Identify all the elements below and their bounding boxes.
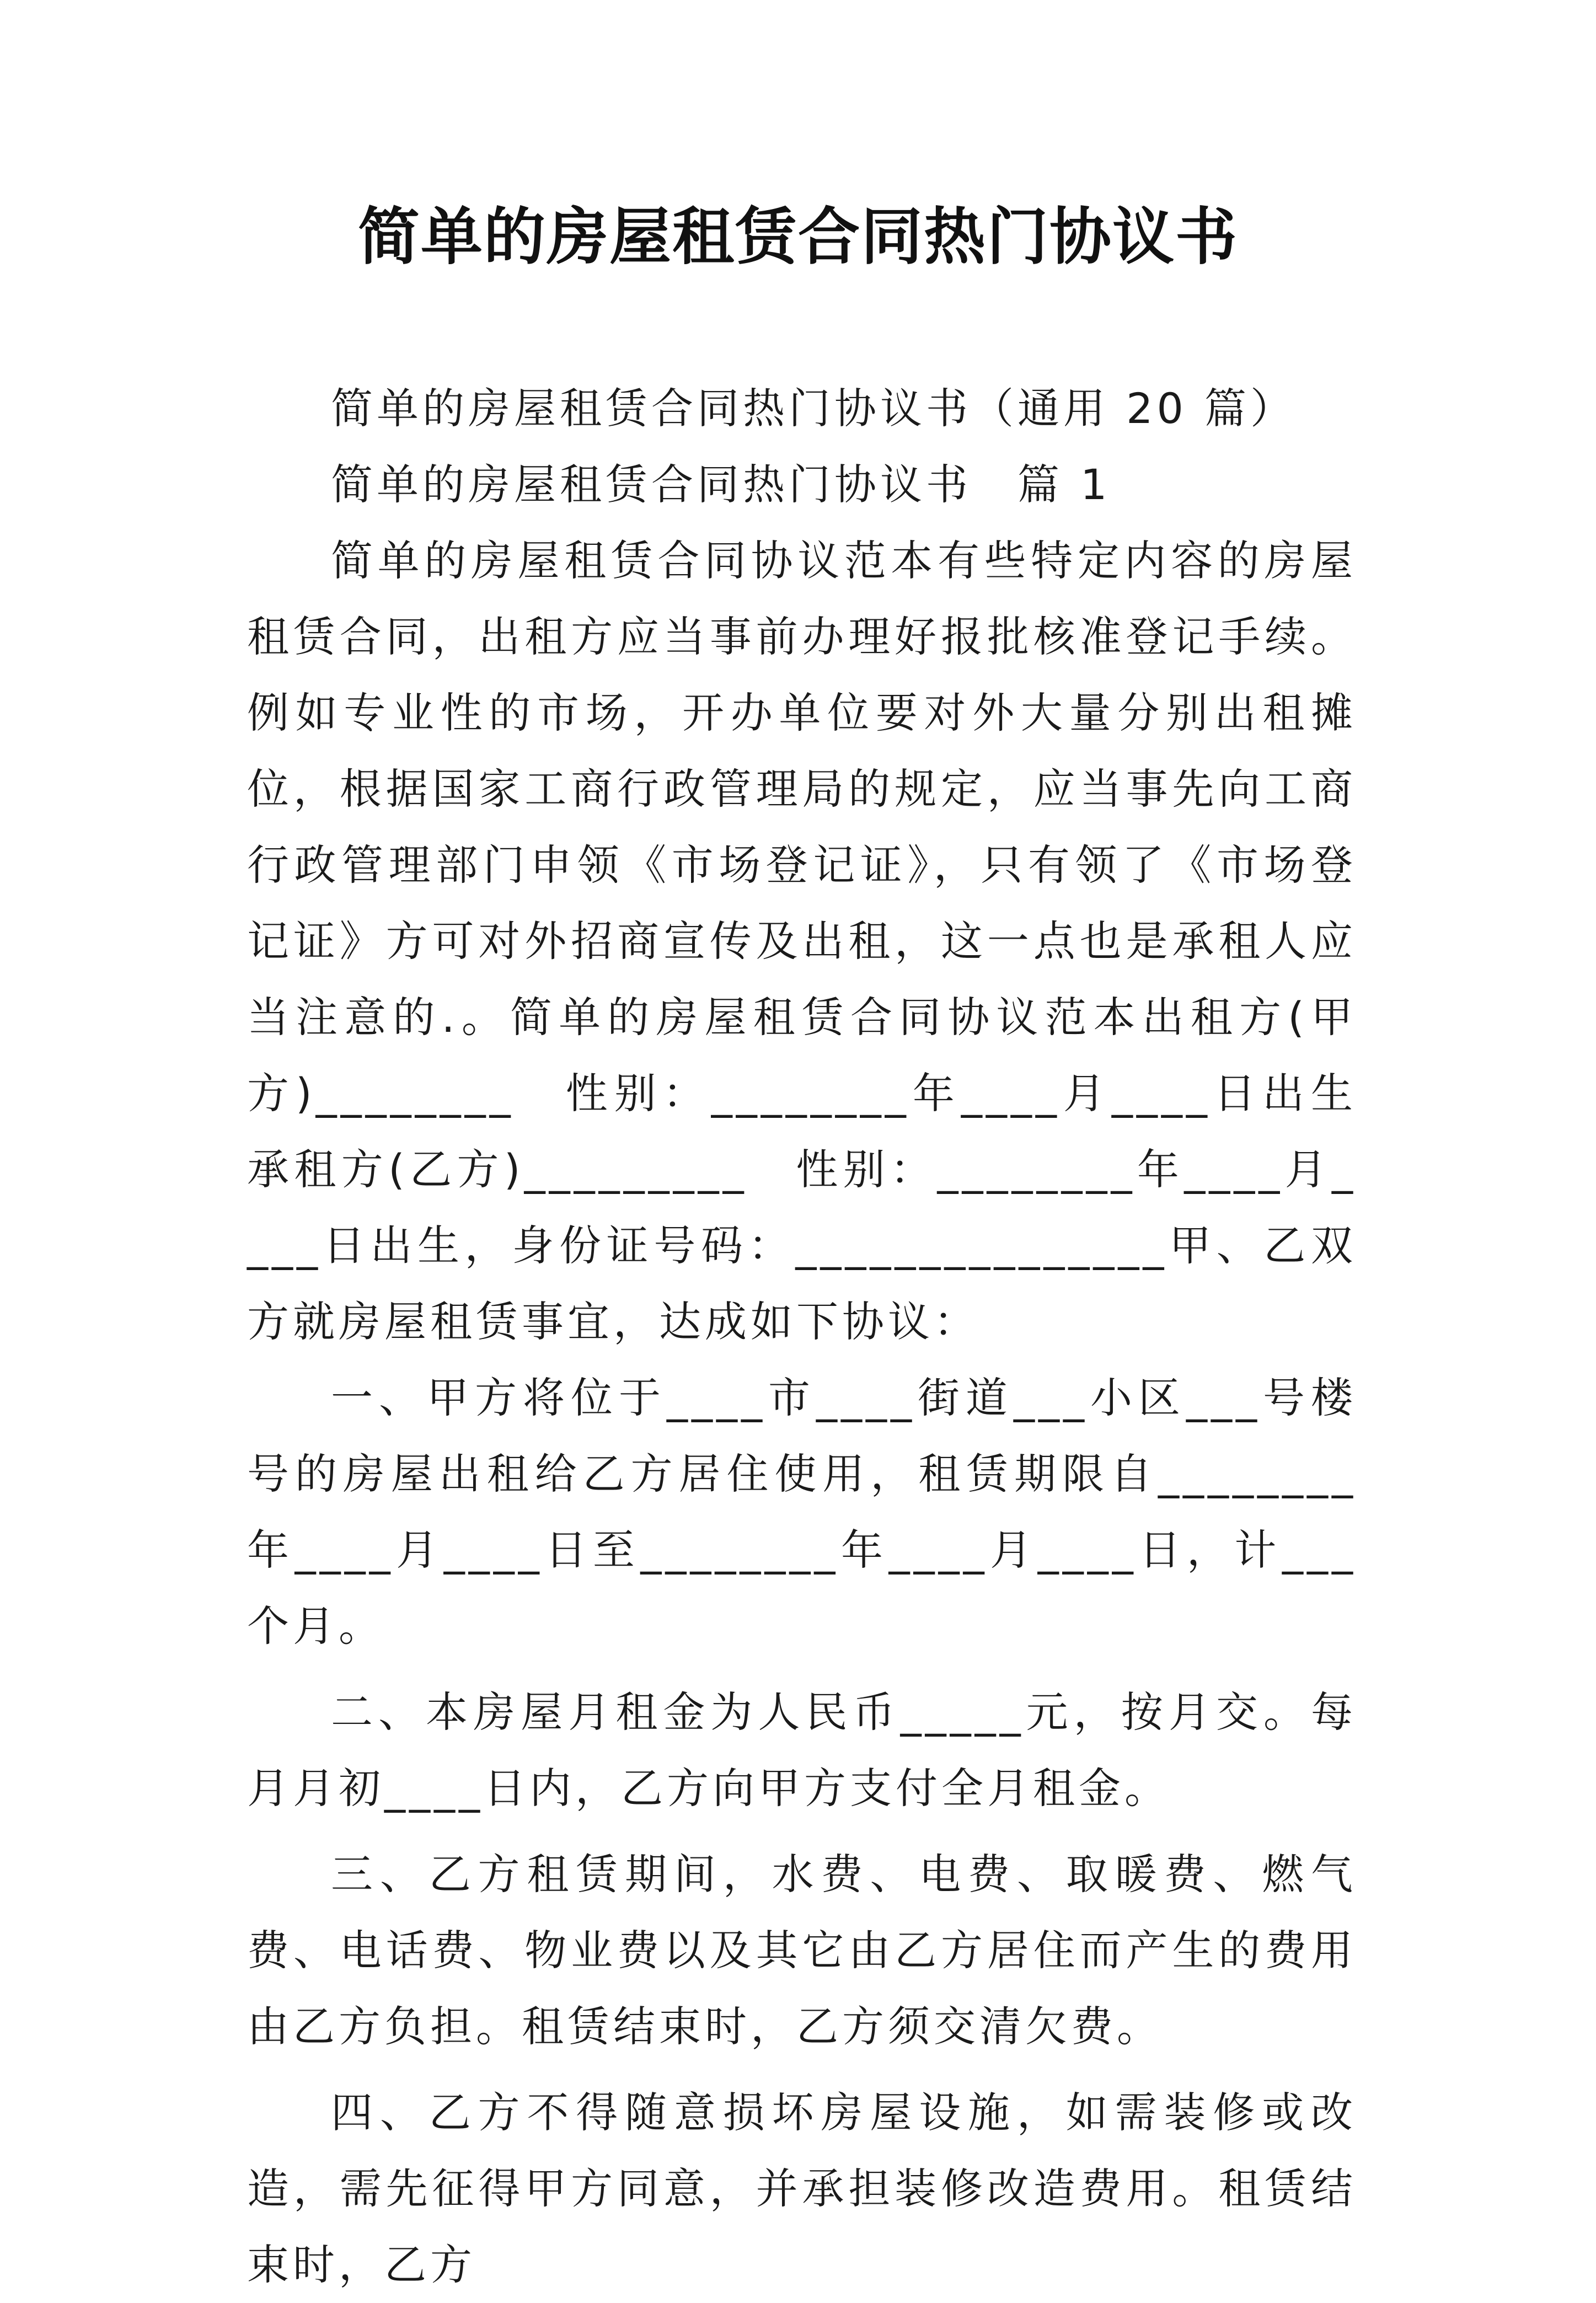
document-subtitle: 简单的房屋租赁合同热门协议书（通用 20 篇） bbox=[331, 384, 1297, 433]
document-title: 简单的房屋租赁合同热门协议书 bbox=[358, 201, 1238, 273]
paragraph-intro: 简单的房屋租赁合同协议范本有些特定内容的房屋租赁合同，出租方应当事前办理好报批核准登记手续。例如专业性的市场，开办单位要对外大量分别出租摊位，根据国家工商行政管理局的规定，应当事先向工商行政管理部门申领《市场登记证》，只有领了《市场登记证》方可对外招商宣传及出租，这一点也是承租人应当注意的.。简单的房屋租赁合同协议范本出租方(甲方)________ 性别：________年____月____日出生承租方(乙方)_________ 性别：________年____月____日出生，身份证号码：_______________甲、乙双方就房屋租赁事宜，达成如下协议： bbox=[247, 536, 1357, 1346]
clause-4: 四、乙方不得随意损坏房屋设施，如需装修或改造，需先征得甲方同意，并承担装修改造费用。租赁结束时，乙方 bbox=[247, 2088, 1357, 2289]
clause-1: 一、甲方将位于____市____街道___小区___号楼号的房屋出租给乙方居住使用，租赁期限自________年____月____日至________年____月____日，计___个月。 bbox=[247, 1373, 1357, 1651]
document-body bbox=[247, 371, 1357, 2303]
clause-2: 二、本房屋月租金为人民币_____元，按月交。每月月初____日内，乙方向甲方支付全月租金。 bbox=[247, 1688, 1357, 1813]
clause-3: 三、乙方租赁期间，水费、电费、取暖费、燃气费、电话费、物业费以及其它由乙方居住而产生的费用由乙方负担。租赁结束时，乙方须交清欠费。 bbox=[247, 1850, 1357, 2051]
section-heading: 简单的房屋租赁合同热门协议书 篇 1 bbox=[331, 460, 1111, 509]
